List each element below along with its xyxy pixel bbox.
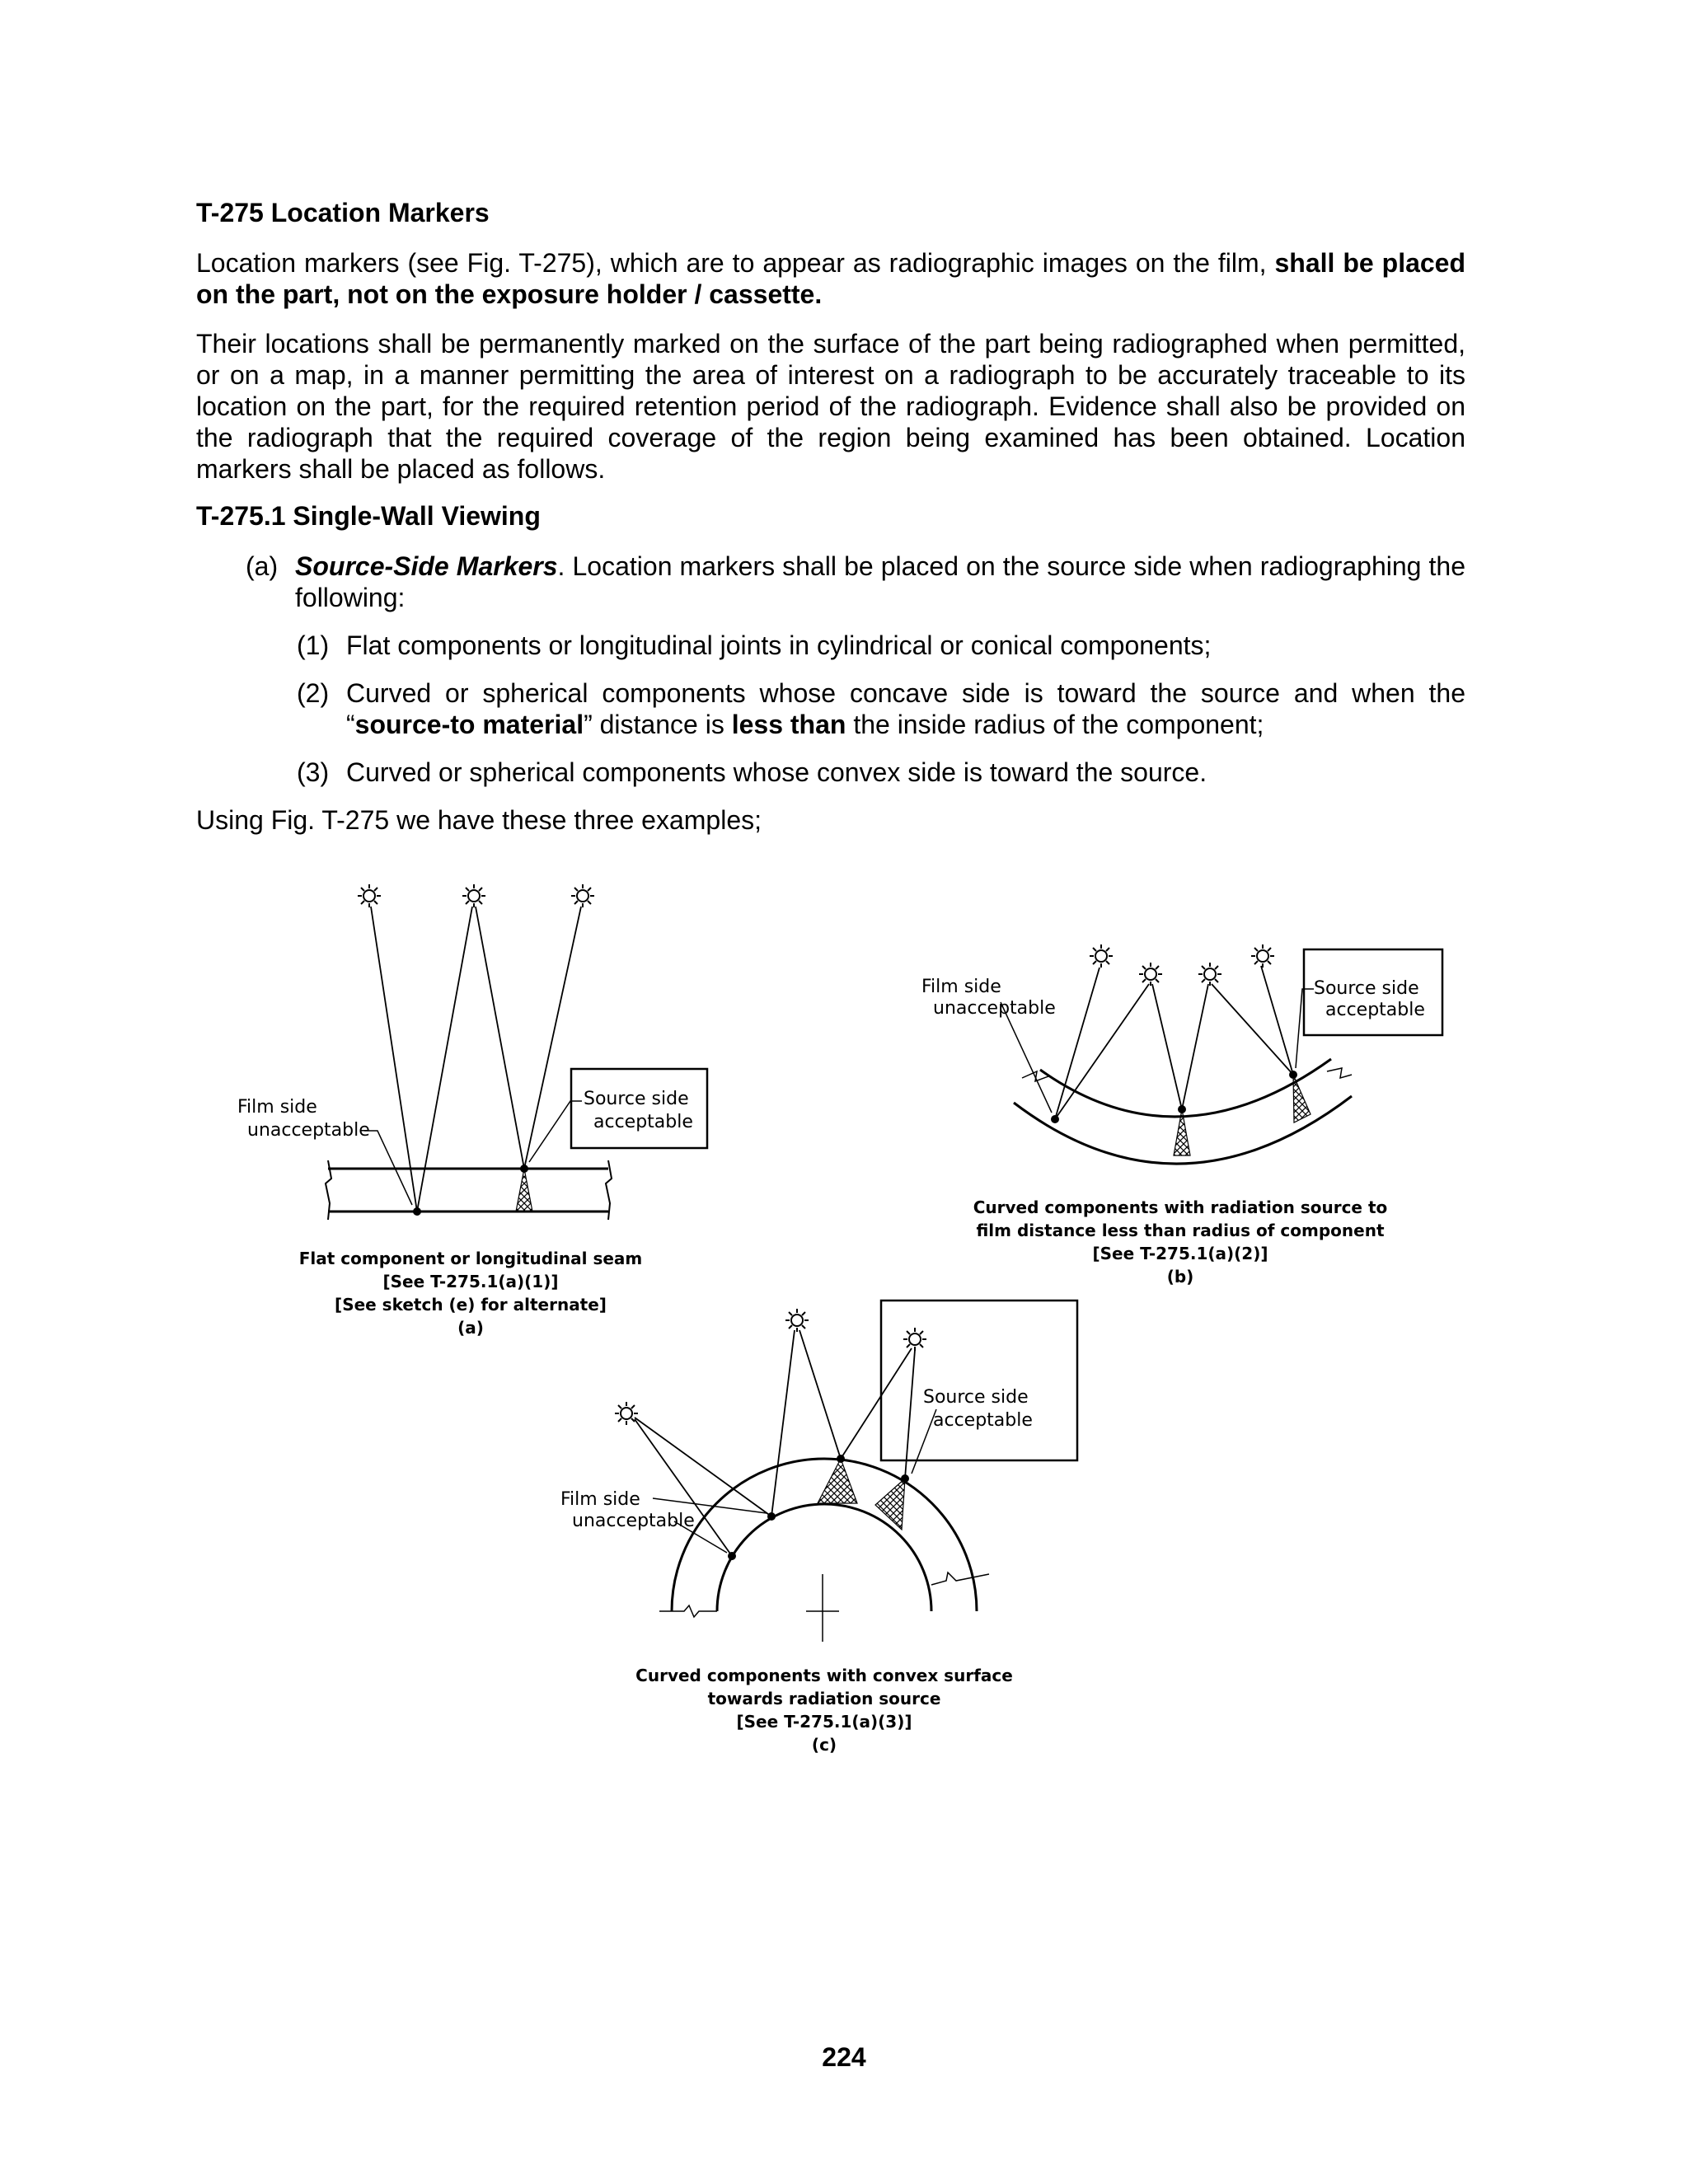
examples-intro: Using Fig. T-275 we have these three examples; bbox=[196, 805, 762, 835]
caption-b-line4: (b) bbox=[1166, 1267, 1194, 1286]
film-side-label-2: unacceptable bbox=[933, 998, 1056, 1019]
sketch-b-concave-component bbox=[921, 944, 1442, 1286]
caption-a-line1: Flat component or longitudinal seam bbox=[298, 1249, 643, 1268]
film-side-label-2: unacceptable bbox=[247, 1120, 370, 1141]
p1-normal-text: Location markers (see Fig. T-275), which are to appear as radiographic images on the film, bbox=[196, 248, 1267, 278]
caption-c-line2: towards radiation source bbox=[707, 1689, 941, 1708]
film-side-label: Film side bbox=[560, 1489, 640, 1510]
source-side-label: Source side bbox=[923, 1387, 1029, 1408]
radiation-source-icon bbox=[358, 884, 381, 907]
source-side-marker bbox=[520, 1165, 528, 1173]
film-side-marker bbox=[728, 1552, 736, 1560]
film-side-marker bbox=[767, 1512, 776, 1521]
paragraph-locations: Their locations shall be permanently marked on the surface of the part being radiographed when permitted, or on a map, in a manner permitting the area of interest on a radiograph to be accurately traceable to its location on the part, for the required retention period of the radiograph. Evidence shall also be provided on the radiograph that the required coverage of the region being examined has been obtained. Location markers shall be placed as follows. bbox=[196, 329, 1465, 484]
source-side-label-2: acceptable bbox=[1325, 1000, 1425, 1020]
list-item-1-text: Flat components or longitudinal joints in cylindrical or conical components; bbox=[346, 630, 1212, 660]
page-number: 224 bbox=[822, 2042, 866, 2072]
caption-c-line4: (c) bbox=[811, 1735, 837, 1755]
caption-b-line1: Curved components with radiation source to bbox=[973, 1197, 1388, 1217]
film-side-marker bbox=[1051, 1115, 1059, 1123]
caption-a-line4: (a) bbox=[457, 1318, 484, 1338]
source-side-label: Source side bbox=[584, 1089, 689, 1109]
radiation-source-icon bbox=[785, 1309, 809, 1332]
radiation-source-icon bbox=[571, 884, 594, 907]
caption-c-line3: [See T-275.1(a)(3)] bbox=[736, 1712, 912, 1732]
radiation-source-icon bbox=[615, 1402, 638, 1425]
source-side-box bbox=[881, 1301, 1077, 1460]
center-mark bbox=[806, 1574, 839, 1642]
p1-bold-text: shall be placed on the part, not on the exposure holder / cassette. bbox=[196, 248, 1466, 309]
caption-a-line3: [See sketch (e) for alternate] bbox=[335, 1295, 607, 1315]
radiation-source-icon bbox=[1139, 963, 1162, 986]
source-side-marker bbox=[1178, 1105, 1186, 1113]
list-item-2-bold2: less than bbox=[731, 710, 846, 739]
item-a-prefix: (a) bbox=[246, 551, 279, 581]
list-item-2-num: (2) bbox=[297, 678, 330, 708]
source-side-label-2: acceptable bbox=[593, 1112, 693, 1132]
radiation-source-icon bbox=[1090, 944, 1113, 968]
list-item-3-num: (3) bbox=[297, 757, 330, 787]
radiation-source-icon bbox=[903, 1328, 926, 1351]
source-side-label: Source side bbox=[1314, 978, 1419, 999]
sketch-c-convex-component bbox=[560, 1301, 1077, 1755]
list-item-3-text: Curved or spherical components whose convex side is toward the source. bbox=[346, 757, 1207, 787]
source-side-marker bbox=[1289, 1071, 1297, 1079]
list-item-2-mid: ” distance is bbox=[584, 710, 732, 739]
sketch-a-flat-component bbox=[237, 884, 707, 1338]
section-heading: T-275 Location Markers bbox=[196, 198, 490, 227]
list-item-2-bold1: source-to material bbox=[354, 710, 584, 739]
source-side-marker bbox=[901, 1474, 909, 1483]
subsection-heading: T-275.1 Single-Wall Viewing bbox=[196, 501, 541, 531]
source-side-label-2: acceptable bbox=[933, 1410, 1033, 1431]
caption-c-line1: Curved components with convex surface bbox=[635, 1666, 1013, 1685]
source-side-marker bbox=[837, 1455, 845, 1463]
caption-b-line2: film distance less than radius of component bbox=[976, 1221, 1385, 1240]
radiation-source-icon bbox=[1198, 963, 1221, 986]
caption-a-line2: [See T-275.1(a)(1)] bbox=[382, 1272, 559, 1291]
list-item-2-post: the inside radius of the component; bbox=[846, 710, 1264, 739]
item-a-text: . Location markers shall be placed on the source side when radiographing the following: bbox=[295, 551, 1466, 612]
list-item-2-pre: Curved or spherical components whose concave side is toward the source and when the “ bbox=[346, 678, 1465, 739]
film-side-label: Film side bbox=[237, 1097, 317, 1118]
film-side-label-2: unacceptable bbox=[572, 1511, 695, 1531]
film-side-marker bbox=[413, 1207, 421, 1216]
list-item-1-num: (1) bbox=[297, 630, 330, 660]
radiation-source-icon bbox=[462, 884, 485, 907]
film-side-label: Film side bbox=[921, 977, 1001, 997]
item-a-term: Source-Side Markers bbox=[295, 551, 558, 581]
caption-b-line3: [See T-275.1(a)(2)] bbox=[1092, 1244, 1268, 1263]
radiation-source-icon bbox=[1251, 944, 1274, 968]
